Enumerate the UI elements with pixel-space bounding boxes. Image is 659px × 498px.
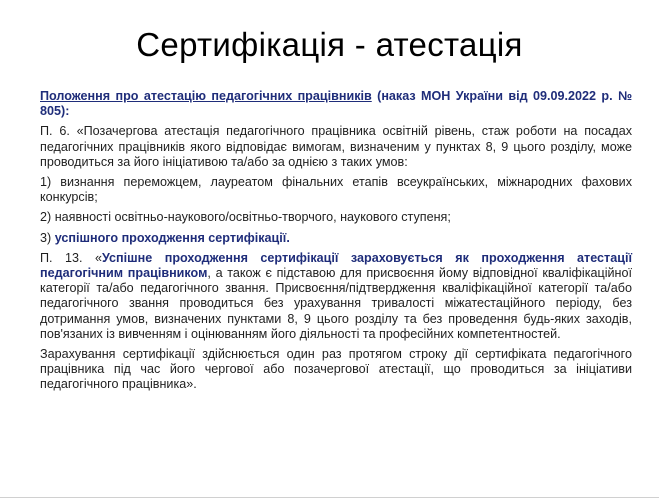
condition-2: 2) наявності освітньо-наукового/освітньо-творчого, наукового ступеня;: [40, 210, 451, 225]
condition-3: [40, 231, 632, 246]
paragraph-13-rest: , а також є підставою для присвоєння йому відповідної кваліфікаційної категорії та/або педагогічного звання. Присвоєння/підтвердження кваліфікаційної категорії та/або педагогічного звання проводиться без урахування тривалості міжатестаційного періоду, без дотримання умов, визначених пунктами 8, 9 цього розділу та без проведення будь-яких заходів, пов'язаних із вивченням і оцінюванням його діяльності та професійних компетентностей.: [40, 266, 633, 341]
condition-3-number: 3): [40, 230, 55, 245]
regulation-heading-source: (наказ МОН України від 09.09.2022 р. № 805):: [40, 89, 632, 119]
paragraph-13: [40, 251, 632, 342]
condition-3-text: успішного проходження сертифікації.: [54, 230, 290, 245]
condition-1: 1) визнання переможцем, лауреатом фінальних етапів всеукраїнських, міжнародних фахових конкурсів;: [40, 175, 632, 205]
slide-title: Сертифікація - атестація: [136, 26, 523, 63]
paragraph-13-lead: П. 13. «: [40, 250, 102, 265]
paragraph-6: П. 6. «Позачергова атестація педагогічного працівника освітній рівень, стаж роботи на посадах педагогічних працівників якого відповідає вимогам, визначеним у пунктах 8, 9 цього розділу, може проводиться за його ініціативою та/або за однією з таких умов:: [40, 124, 632, 169]
regulation-heading-title: Положення про атестацію педагогічних працівників: [40, 89, 372, 103]
closing-paragraph: Зарахування сертифікації здійснюється один раз протягом строку дії сертифіката педагогічного працівника під час його чергової або позачергової атестації, що проводиться за ініціативи педагогічного працівника».: [40, 347, 632, 392]
regulation-heading: [40, 89, 632, 119]
slide-body: [40, 89, 632, 398]
paragraph-13-bold: Успішне проходження сертифікації зараховується як проходження атестації педагогічним працівником: [40, 250, 632, 281]
